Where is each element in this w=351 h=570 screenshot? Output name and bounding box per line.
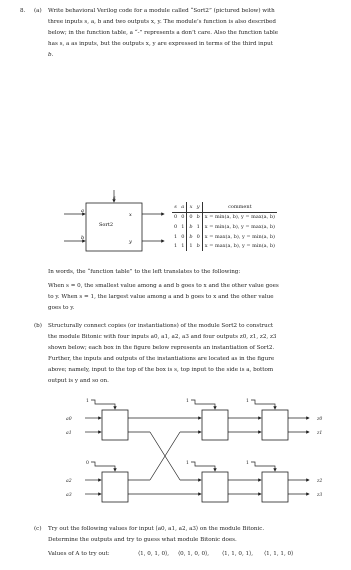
table-cell: 0	[181, 214, 185, 221]
bitonic-network-diagram	[55, 392, 335, 518]
part-a-line-4: has s, a as inputs, but the outputs x, y are expressed in terms of the third input	[48, 41, 273, 47]
s-top-1: 1	[86, 399, 89, 404]
table-cell: 1	[196, 223, 200, 230]
input-a0: a0	[66, 417, 72, 422]
part-a-line-1: Write behavioral Verilog code for a module called “Sort2” (pictured below) with	[48, 8, 275, 14]
table-header-x: x	[187, 202, 195, 212]
sort2-instance-box	[262, 472, 288, 502]
table-cell: b	[196, 214, 200, 221]
question-number: 8.	[20, 8, 26, 14]
s-bottom-3: 1	[246, 461, 249, 466]
sort2-instance-box	[102, 410, 128, 440]
table-cell: b	[196, 243, 200, 250]
part-c-label: (c)	[34, 526, 42, 532]
explain-line-2: When s = 0, the smallest value among a and b goes to x and the other value goes	[48, 283, 279, 289]
explain-line-3: to y. When s = 1, the largest value among a and b goes to x and the other value	[48, 294, 274, 300]
table-cell: b	[187, 222, 195, 232]
table-cell: x = max(a, b), y = min(a, b)	[202, 241, 277, 251]
table-cell: 0	[196, 233, 200, 240]
part-b-label: (b)	[34, 323, 42, 329]
sort2-x-label: x	[129, 212, 132, 218]
table-header-a: a	[179, 202, 187, 212]
table-row	[172, 241, 277, 251]
output-z2: z2	[317, 479, 323, 484]
table-cell: 0	[174, 214, 178, 221]
part-b-line-6: output is y and so on.	[48, 378, 109, 384]
table-row	[172, 212, 277, 222]
values-label: Values of A to try out:	[48, 551, 110, 557]
table-cell: 0	[181, 233, 185, 240]
table-header-s: s	[172, 202, 179, 212]
part-b-line-5: above; namely, input to the top of the box is s, top input to the side is a, bottom	[48, 367, 274, 373]
sort2-a-label: a	[81, 208, 84, 214]
s-bottom-2: 1	[186, 461, 189, 466]
table-header-comment: comment	[202, 202, 277, 212]
output-z0: z0	[317, 417, 323, 422]
input-a3: a3	[66, 493, 72, 498]
sort2-instance-box	[262, 410, 288, 440]
part-b-line-3: shown below; each box in the figure below represents an instantiation of Sort2.	[48, 345, 275, 351]
s-top-3: 1	[246, 399, 249, 404]
value-2: ⟨0, 1, 0, 0⟩,	[178, 551, 210, 557]
table-cell: x = max(a, b), y = min(a, b)	[202, 232, 277, 242]
part-b-line-2: the module Bitonic with four inputs a0, a1, a2, a3 and four outputs z0, z1, z2, z3	[48, 334, 277, 340]
table-cell: x = min(a, b), y = max(a, b)	[202, 222, 277, 232]
part-b-line-4: Further, the inputs and outputs of the instantiations are located as in the figure	[48, 356, 275, 362]
part-c-line-1: Try out the following values for input ⟨a0, a1, a2, a3⟩ on the module Bitonic.	[48, 526, 265, 532]
table-cell: 1	[181, 223, 185, 230]
sort2-name: Sort2	[99, 222, 114, 228]
value-4: ⟨1, 1, 1, 0⟩	[264, 551, 294, 557]
explain-line-4: goes to y.	[48, 305, 75, 311]
table-cell: 1	[181, 243, 185, 250]
sort2-box	[86, 203, 142, 251]
part-b-line-1: Structurally connect copies (or instantiations) of the module Sort2 to construct	[48, 323, 274, 329]
output-z1: z1	[317, 431, 323, 436]
table-cell: b	[187, 232, 195, 242]
input-a1: a1	[66, 431, 72, 436]
sort2-diagram	[60, 186, 170, 256]
table-row	[172, 222, 277, 232]
table-cell: 1	[174, 243, 178, 250]
value-1: ⟨1, 0, 1, 0⟩,	[138, 551, 170, 557]
explain-line-1: In words, the “function table” to the left translates to the following:	[48, 269, 241, 275]
part-a-line-2: three inputs s, a, b and two outputs x, y. The module’s function is also described	[48, 19, 276, 25]
sort2-instance-box	[102, 472, 128, 502]
sort2-y-label: y	[129, 239, 132, 245]
s-bottom-1: 0	[86, 461, 89, 466]
s-top-2: 1	[186, 399, 189, 404]
sort2-b-label: b	[81, 235, 85, 241]
table-row	[172, 232, 277, 242]
part-a-line-5: b.	[48, 52, 54, 58]
table-cell: 0	[174, 223, 178, 230]
sort2-instance-box	[202, 472, 228, 502]
part-c-line-2: Determine the outputs and try to guess what module Bitonic does.	[48, 537, 237, 543]
table-cell: 1	[174, 233, 178, 240]
output-z3: z3	[317, 493, 323, 498]
function-table	[172, 202, 277, 251]
table-cell: 0	[187, 212, 195, 222]
sort2-instance-box	[202, 410, 228, 440]
part-a-line-3: below; in the function table, a “-” represents a don’t care. Also the function table	[48, 30, 279, 36]
value-3: ⟨1, 1, 0, 1⟩,	[222, 551, 254, 557]
table-cell: x = min(a, b), y = max(a, b)	[202, 212, 277, 222]
table-header-y: y	[195, 202, 203, 212]
table-cell: 1	[187, 241, 195, 251]
part-a-label: (a)	[34, 8, 42, 14]
sort2-s-label: s	[113, 195, 116, 201]
input-a2: a2	[66, 479, 72, 484]
